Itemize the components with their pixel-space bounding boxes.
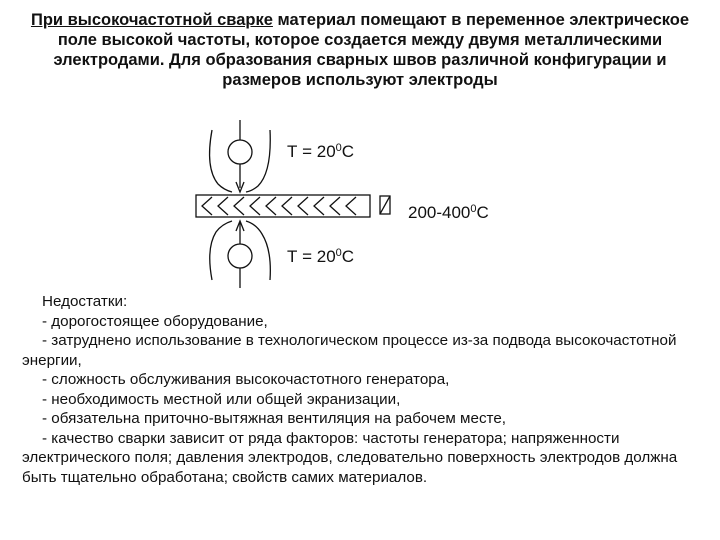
disadvantages-heading: Недостатки: (42, 293, 128, 310)
list-item: - дорогостоящее оборудование, (42, 312, 268, 330)
disadvantages-list (22, 292, 712, 487)
lower-electrode-circle (228, 244, 252, 268)
list-item: - сложность обслуживания высокочастотного генератора, (42, 371, 450, 388)
list-item: - необходимость местной или общей экранизации, (42, 390, 401, 408)
workpiece (196, 195, 370, 217)
title-text: материал помещают в переменное электрическое поле высокой частоты, которое создается между двумя металлическими электродами. Для образования сварных швов различной конфигурации и размеров используют электроды (53, 11, 690, 89)
list-item: - качество сварки зависит от ряда факторов: частоты генератора; напряженности электрического поля; давления электродов, следовательно поверхность электродов должна быть тщательно обработана; свойств самих материалов. (22, 429, 678, 486)
weld-zone-temperature: $200-400^0С$ (408, 203, 489, 222)
upper-electrode-temperature: $Т = 20^0С$ (287, 142, 355, 161)
upper-electrode (210, 120, 271, 192)
workpiece-hatch (202, 197, 356, 215)
list-item: - обязательна приточно-вытяжная вентиляция на рабочем месте, (42, 410, 506, 427)
seam-marker (380, 196, 390, 214)
title-underlined-term: При высокочастотной сварке (30, 11, 273, 29)
lower-electrode (210, 221, 271, 288)
lower-electrode-temperature: $Т = 20^0С$ (287, 247, 355, 266)
list-item: - затруднено использование в технологическом процессе из-за подвода высокочастотной энергии, (22, 332, 677, 369)
upper-electrode-circle (228, 140, 252, 164)
